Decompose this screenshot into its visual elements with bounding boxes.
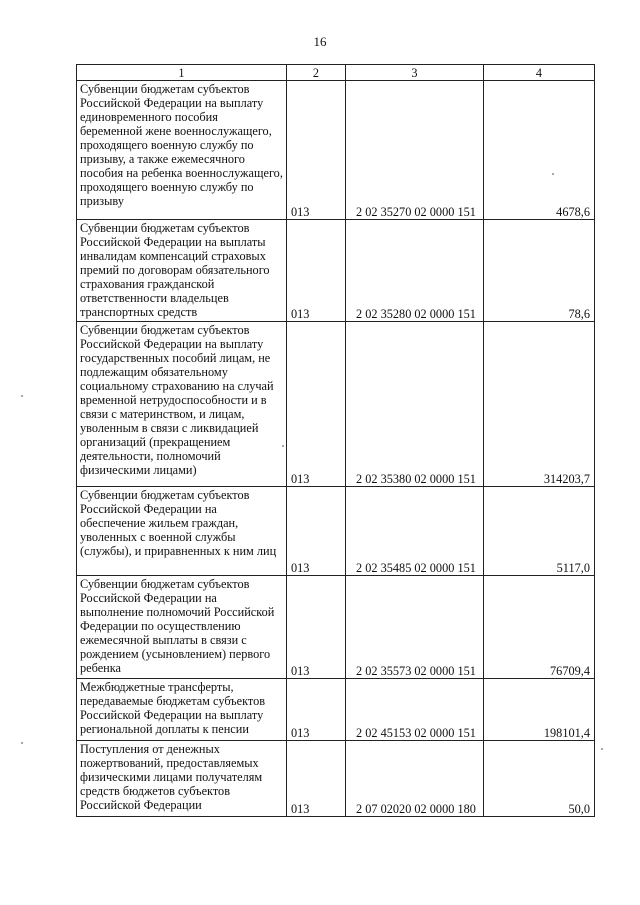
scan-speck [21, 742, 23, 744]
table-row [77, 322, 595, 487]
row-admin-code: 013 [287, 576, 346, 679]
row-admin-code: 013 [287, 487, 346, 576]
row-admin-code: 013 [287, 81, 346, 220]
row-budget-code: 2 02 35280 02 0000 151 [346, 220, 484, 322]
row-amount: 198101,4 [484, 679, 595, 741]
row-name: Субвенции бюджетам субъектов Российской Федерации на выплату единовременного пособия беременной жене военнослужащего, проходящего военную службу по призыву, а также ежемесячного пособия на ребенка военнослужащего, проходящего военную службу по призыву [77, 81, 287, 220]
row-budget-code: 2 02 45153 02 0000 151 [346, 679, 484, 741]
column-header-2: 2 [287, 65, 346, 81]
row-name: Субвенции бюджетам субъектов Российской Федерации на выполнение полномочий Российской Федерации по осуществлению ежемесячной выплаты в связи с рождением (усыновлением) первого ребенка [77, 576, 287, 679]
row-amount: 314203,7 [484, 322, 595, 487]
page-number: 16 [313, 34, 327, 49]
table-row [77, 81, 595, 220]
row-budget-code: 2 02 35380 02 0000 151 [346, 322, 484, 487]
table-row [77, 220, 595, 322]
row-name: Субвенции бюджетам субъектов Российской Федерации на обеспечение жильем граждан, уволенных с военной службы (службы), и приравненных к ним лиц [77, 487, 287, 576]
row-budget-code: 2 02 35270 02 0000 151 [346, 81, 484, 220]
row-amount: 5117,0 [484, 487, 595, 576]
row-admin-code: 013 [287, 679, 346, 741]
row-budget-code: 2 07 02020 02 0000 180 [346, 741, 484, 817]
row-budget-code: 2 02 35573 02 0000 151 [346, 576, 484, 679]
row-name: Субвенции бюджетам субъектов Российской Федерации на выплаты инвалидам компенсаций страховых премий по договорам обязательного страхования гражданской ответственности владельцев транспортных средств [77, 220, 287, 322]
row-admin-code: 013 [287, 220, 346, 322]
table-header-row [77, 65, 595, 81]
row-name: Межбюджетные трансферты, передаваемые бюджетам субъектов Российской Федерации на выплату региональной доплаты к пенсии [77, 679, 287, 741]
row-amount: 50,0 [484, 741, 595, 817]
row-name: Поступления от денежных пожертвований, предоставляемых физическими лицами получателям средств бюджетов субъектов Российской Федерации [77, 741, 287, 817]
row-amount: 76709,4 [484, 576, 595, 679]
row-admin-code: 013 [287, 741, 346, 817]
scan-speck [552, 173, 554, 175]
column-header-3: 3 [346, 65, 484, 81]
scan-speck [21, 395, 23, 397]
table-row [77, 576, 595, 679]
row-amount: 78,6 [484, 220, 595, 322]
table-row [77, 487, 595, 576]
row-budget-code: 2 02 35485 02 0000 151 [346, 487, 484, 576]
scan-speck [282, 445, 284, 447]
row-admin-code: 013 [287, 322, 346, 487]
row-name: Субвенции бюджетам субъектов Российской Федерации на выплату государственных пособий лицам, не подлежащим обязательному социальному страхованию на случай временной нетрудоспособности и в связи с материнством, и лицам, уволенным в связи с ликвидацией организаций (прекращением деятельности, полномочий физическими лицами) [77, 322, 287, 487]
table-row [77, 679, 595, 741]
budget-revenue-table [76, 64, 595, 817]
column-header-1: 1 [77, 65, 287, 81]
scan-speck [601, 748, 603, 750]
table-row [77, 741, 595, 817]
column-header-4: 4 [484, 65, 595, 81]
row-amount: 4678,6 [484, 81, 595, 220]
